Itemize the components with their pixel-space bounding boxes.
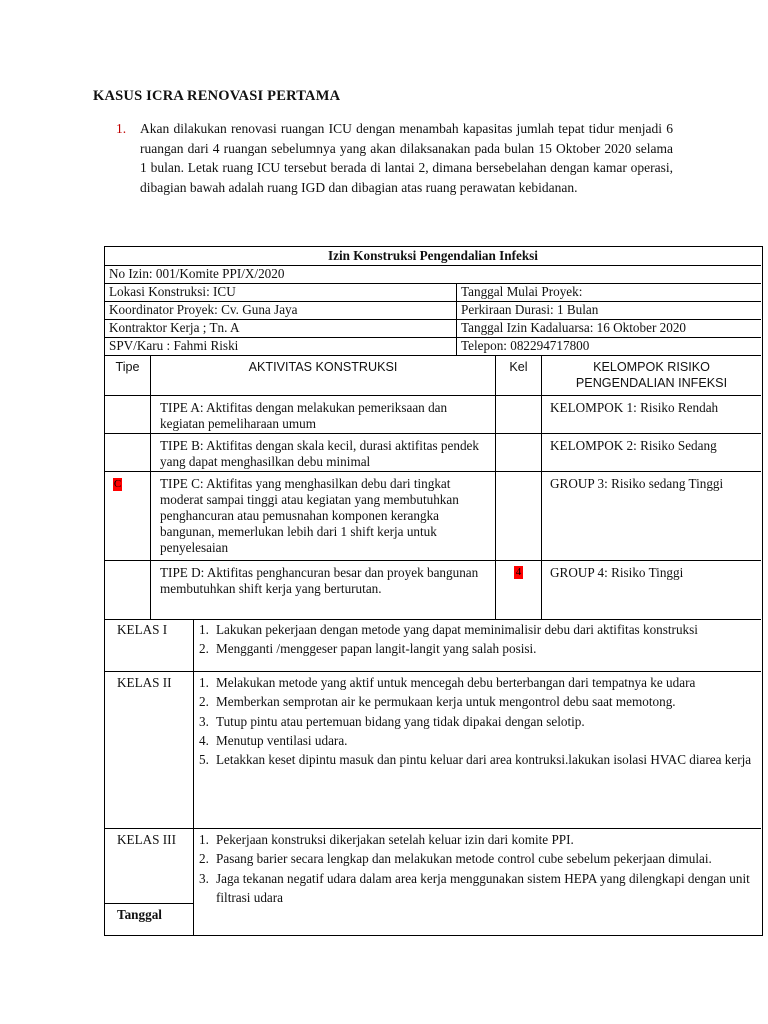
- risk-group-4: GROUP 4: Risiko Tinggi: [550, 565, 684, 580]
- case-text: Akan dilakukan renovasi ruangan ICU dengan menambah kapasitas jumlah tepat tidur menjadi 6 ruangan dari 4 ruangan sebelumnya yang akan dilaksanakan pada bulan 15 Oktober 2020 selama 1 bulan. Letak ruang ICU tersebut berada di lantai 2, dimana bersebelahan dengan kamar operasi, dibagian bawah adalah ruang IGD dan dibagian atas ruang perawatan kebidanan.: [140, 121, 673, 195]
- estimated-duration: Perkiraan Durasi: 1 Bulan: [461, 302, 599, 317]
- list-item: 2. Pasang barier secara lengkap dan melakukan metode control cube sebelum pekerjaan dimulai.: [199, 851, 712, 867]
- list-item: 1. Lakukan pekerjaan dengan metode yang dapat meminimalisir debu dari aktifitas konstruksi: [199, 622, 698, 637]
- permit-number: No Izin: 001/Komite PPI/X/2020: [109, 266, 285, 281]
- class-2-label: KELAS II: [117, 675, 172, 690]
- activity-type-b: TIPE B: Aktifitas dengan skala kecil, durasi aktifitas pendek yang dapat menghasilkan debu minimal: [160, 438, 479, 469]
- contractor: Kontraktor Kerja ; Tn. A: [109, 320, 240, 335]
- selected-type-marker: C: [113, 478, 122, 490]
- class-3-measures: [195, 828, 761, 934]
- list-item: 4. Menutup ventilasi udara.: [199, 732, 348, 748]
- form-title: Izin Konstruksi Pengendalian Infeksi: [328, 248, 538, 263]
- list-item: 1. Pekerjaan konstruksi dikerjakan setelah keluar izin dari komite PPI.: [199, 832, 574, 847]
- project-start-date: Tanggal Mulai Proyek:: [461, 284, 583, 299]
- list-item: 2. Memberkan semprotan air ke permukaan kerja untuk mengontrol debu saat memotong.: [199, 694, 676, 710]
- column-header-activity: AKTIVITAS KONSTRUKSI: [248, 360, 398, 374]
- list-item: 3. Jaga tekanan negatif udara dalam area kerja menggunakan sistem HEPA yang dilengkapi dengan unit filtrasi udara: [199, 870, 750, 905]
- selected-class-marker: 4: [515, 566, 522, 578]
- class-3-label: KELAS III: [117, 832, 176, 847]
- document-title: KASUS ICRA RENOVASI PERTAMA: [93, 88, 341, 104]
- class-2-measures: [195, 671, 761, 821]
- permit-expiry-date: Tanggal Izin Kadaluarsa: 16 Oktober 2020: [461, 320, 687, 335]
- list-item: 1. Melakukan metode yang aktif untuk mencegah debu berterbangan dari tempatnya ke udara: [199, 675, 696, 690]
- list-item: 2. Mengganti /menggeser papan langit-langit yang salah posisi.: [199, 641, 537, 657]
- construction-location: Lokasi Konstruksi: ICU: [109, 284, 236, 299]
- activity-type-c: TIPE C: Aktifitas yang menghasilkan debu dari tingkat moderat sampai tinggi atau kegiatan yang membutuhkan penghancuran atau pemusnahan komponen kerangka bangunan, memerlukan lebih dari 1 shift kerja untuk penyelesaian: [160, 476, 459, 555]
- supervisor: SPV/Karu : Fahmi Riski: [109, 338, 239, 353]
- column-header-type: Tipe: [115, 360, 140, 374]
- list-item: 3. Tutup pintu atau pertemuan bidang yang tidak dipakai dengan selotip.: [199, 713, 585, 729]
- activity-type-a: TIPE A: Aktifitas dengan melakukan pemeriksaan dan kegiatan pemeliharaan umum: [160, 400, 448, 431]
- date-label: Tanggal: [117, 907, 162, 922]
- infection-control-permit-form: [104, 246, 763, 936]
- risk-group-2: KELOMPOK 2: Risiko Sedang: [550, 438, 717, 453]
- list-item: 5. Letakkan keset dipintu masuk dan pintu keluar dari area kontruksi.lakukan isolasi HVAC diarea kerja: [199, 752, 752, 768]
- phone-number: Telepon: 082294717800: [461, 338, 590, 353]
- class-1-label: KELAS I: [117, 622, 168, 637]
- column-header-class: Kel: [509, 360, 528, 374]
- class-1-measures: [195, 618, 761, 670]
- project-coordinator: Koordinator Proyek: Cv. Guna Jaya: [109, 302, 298, 317]
- case-description: [116, 119, 673, 197]
- risk-group-1: KELOMPOK 1: Risiko Rendah: [550, 400, 719, 415]
- risk-group-3: GROUP 3: Risiko sedang Tinggi: [550, 476, 724, 491]
- activity-type-d: TIPE D: Aktifitas penghancuran besar dan proyek bangunan membutuhkan shift kerja yang berturutan.: [160, 565, 479, 596]
- case-number: 1.: [116, 121, 127, 136]
- column-header-risk-group: KELOMPOK RISIKO PENGENDALIAN INFEKSI: [575, 360, 728, 390]
